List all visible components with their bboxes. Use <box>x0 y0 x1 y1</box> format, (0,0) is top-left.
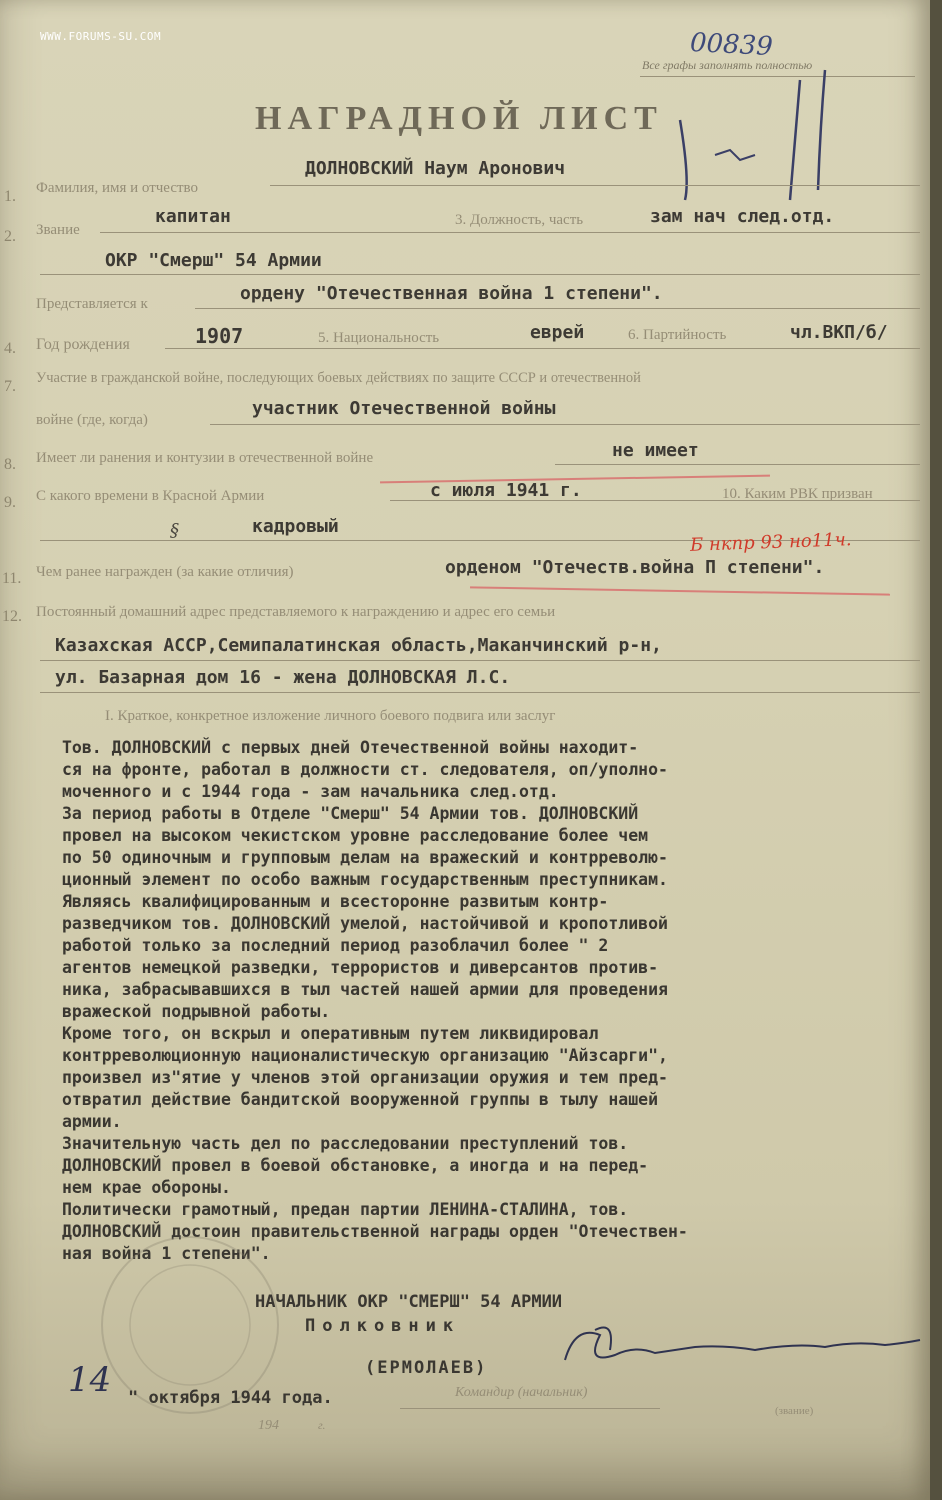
birth-year-label: Год рождения <box>36 336 130 353</box>
field-11-num: 11. <box>2 570 22 587</box>
body-line: произвел из"ятие у членов этой организации оружия и тем пред- <box>62 1068 668 1087</box>
watermark: WWW.FORUMS-SU.COM <box>40 30 162 43</box>
unit-value: ОКР "Смерш" 54 Армии <box>105 250 322 271</box>
body-line: работой только за последний период разоблачил более " 2 <box>62 936 609 955</box>
date-day: 14 <box>68 1360 112 1400</box>
field-12-num: 12. <box>2 608 22 625</box>
address-label: Постоянный домашний адрес представляемого к награждению и адрес его семьи <box>36 604 556 620</box>
body-line: За период работы в Отделе "Смерш" 54 Армии тов. ДОЛНОВСКИЙ <box>62 804 639 823</box>
full-name-label: Фамилия, имя и отчество <box>36 180 199 196</box>
presented-value: ордену "Отечественная война 1 степени". <box>240 283 663 304</box>
wounds-value: не имеет <box>612 440 699 461</box>
rule-sign <box>400 1408 660 1409</box>
presented-label: Представляется к <box>36 296 148 312</box>
body-line: ника, забрасывавшихся в тыл частей нашей армии для проведения <box>62 980 668 999</box>
body-line: Значительную часть дел по расследовании преступлений тов. <box>62 1134 629 1153</box>
signer-position: НАЧАЛЬНИК ОКР "СМЕРШ" 54 АРМИИ <box>255 1292 563 1312</box>
rvk-value: кадровый <box>252 516 339 537</box>
rank-value: капитан <box>155 206 231 227</box>
body-line: вражеской подрывной работы. <box>62 1002 331 1021</box>
section-mark: § <box>170 520 179 541</box>
field-7-num: 7. <box>4 378 16 395</box>
award-handnote: Б нкпр 93 но11ч. <box>689 529 852 556</box>
signer-name: (ЕРМОЛАЕВ) <box>365 1358 488 1378</box>
body-line: отвратил действие бандитской вооруженной группы в тылу нашей <box>62 1090 659 1109</box>
rule-8 <box>555 464 920 465</box>
page-edge <box>930 0 942 1500</box>
body-line: Кроме того, он вскрыл и оперативным путем ликвидировал <box>62 1024 599 1043</box>
rule-12b <box>40 692 920 693</box>
body-line: ся на фронте, работал в должности ст. следователя, оп/уполно- <box>62 760 668 779</box>
body-line: провел на высоком чекистском уровне расследование более чем <box>62 826 649 845</box>
nationality-label: 5. Национальность <box>318 330 440 346</box>
form-year-suffix: г. <box>318 1418 326 1432</box>
body-line: ционный элемент по особо важным государственным преступникам. <box>62 870 668 889</box>
rule-presented <box>195 308 920 309</box>
body-line: моченного и с 1944 года - зам начальника след.отд. <box>62 782 559 801</box>
birth-year-value: 1907 <box>195 324 244 348</box>
form-note: Все графы заполнять полностью <box>642 58 813 72</box>
war-participation-label: Участие в гражданской войне, последующих боевых действиях по защите СССР и отечественной <box>36 370 641 386</box>
handwritten-signature <box>555 1315 935 1385</box>
rule-unit <box>40 274 920 275</box>
body-line: ДОЛНОВСКИЙ достоин правительственной награды орден "Отечествен- <box>62 1222 688 1241</box>
page-title: НАГРАДНОЙ ЛИСТ <box>255 100 663 137</box>
date-text: " октября 1944 года. <box>128 1388 333 1408</box>
body-line: Политически грамотный, предан партии ЛЕНИНА-СТАЛИНА, тов. <box>62 1200 629 1219</box>
form-commander: Командир (начальник) <box>455 1385 588 1400</box>
address-value-2: ул. Базарная дом 16 - жена ДОЛНОВСКАЯ Л.С. <box>55 667 511 688</box>
merit-description <box>62 737 922 1265</box>
rank-label: Звание <box>36 222 80 238</box>
rule-7 <box>210 424 920 425</box>
address-value-1: Казахская АССР,Семипалатинская область,Маканчинский р-н, <box>55 635 662 656</box>
army-since-value: с июля 1941 г. <box>430 480 582 501</box>
field-8-num: 8. <box>4 456 16 473</box>
section-heading: I. Краткое, конкретное изложение личного боевого подвига или заслуг <box>105 708 556 724</box>
body-line: нем крае обороны. <box>62 1178 231 1197</box>
body-line: армии. <box>62 1112 122 1131</box>
party-value: чл.ВКП/б/ <box>790 322 888 343</box>
rvk-label: 10. Каким РВК призван <box>722 486 873 502</box>
position-label: 3. Должность, часть <box>455 212 584 228</box>
full-name-value: ДОЛНОВСКИЙ Наум Аронович <box>305 158 566 179</box>
signer-rank: Полковник <box>305 1316 461 1336</box>
rule-1 <box>270 185 920 186</box>
form-rank: (звание) <box>775 1405 814 1417</box>
pen-strokes <box>660 60 860 210</box>
position-value: зам нач след.отд. <box>650 206 835 227</box>
field-4-num: 4. <box>4 340 16 357</box>
body-line: контрреволюционную националистическую организацию "Айзсарги", <box>62 1046 668 1065</box>
field-1-num: 1. <box>4 188 16 205</box>
form-year: 194 <box>258 1418 279 1433</box>
nationality-value: еврей <box>530 322 585 343</box>
army-since-label: С какого времени в Красной Армии <box>36 488 265 504</box>
body-line: разведчиком тов. ДОЛНОВСКИЙ умелой, настойчивой и кропотливой <box>62 914 668 933</box>
body-line: ная война 1 степени". <box>62 1244 271 1263</box>
rule-12a <box>40 660 920 661</box>
party-label: 6. Партийность <box>628 327 727 343</box>
body-line: ДОЛНОВСКИЙ провел в боевой обстановке, а иногда и на перед- <box>62 1156 649 1175</box>
field-9-num: 9. <box>4 494 16 511</box>
wounds-label: Имеет ли ранения и контузии в отечественной войне <box>36 450 374 466</box>
rule-2 <box>100 232 920 233</box>
body-line: Являясь квалифицированным и всесторонне развитым контр- <box>62 892 609 911</box>
war-participation-label-2: войне (где, когда) <box>36 412 148 428</box>
body-line: Тов. ДОЛНОВСКИЙ с первых дней Отечественной войны находит- <box>62 738 639 757</box>
field-2-num: 2. <box>4 228 16 245</box>
archive-number: 00839 <box>689 27 774 63</box>
prior-awards-value: орденом "Отечеств.война П степени". <box>445 557 825 578</box>
prior-awards-label: Чем ранее награжден (за какие отличия) <box>36 564 294 580</box>
body-line: агентов немецкой разведки, террористов и диверсантов против- <box>62 958 659 977</box>
rule-4 <box>165 348 920 349</box>
body-line: по 50 одиночным и групповым делам на вражеский и контрреволю- <box>62 848 668 867</box>
war-participation-value: участник Отечественной войны <box>252 398 556 419</box>
rule-9 <box>390 500 920 501</box>
